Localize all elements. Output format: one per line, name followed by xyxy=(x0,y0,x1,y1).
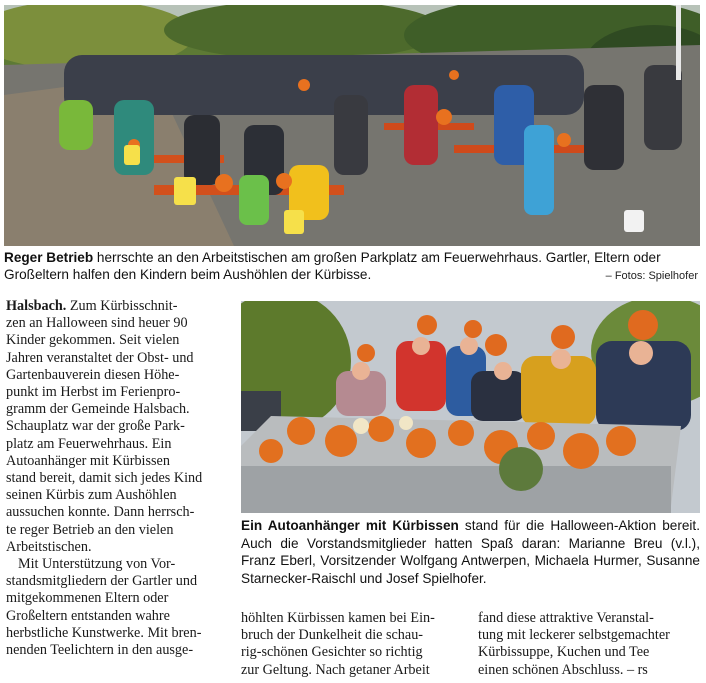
line: stand bereit, damit sich jedes Kind xyxy=(6,470,203,487)
line: Arbeitstischen. xyxy=(6,538,92,555)
line: Kinder gekommen. Seit vielen xyxy=(6,332,180,349)
line: nenden Teelichtern in den ausge- xyxy=(6,642,194,659)
line: tung mit leckerer selbstgemachter xyxy=(478,627,670,644)
line: höhlten Kürbissen kamen bei Ein- xyxy=(241,610,435,626)
line: einen schönen Abschluss. – rs xyxy=(478,661,648,678)
line: Kürbissuppe, Kuchen und Tee xyxy=(478,644,650,661)
line: Gartenbauverein diesen Höhe- xyxy=(6,366,180,383)
line: bruch der Dunkelheit die schau- xyxy=(241,627,424,644)
article-paragraph-1 xyxy=(6,298,228,556)
article-paragraph-2 xyxy=(6,556,228,659)
photo-trailer-with-pumpkins xyxy=(241,301,700,513)
dateline: Halsbach. xyxy=(6,298,67,314)
line: standsmitgliedern der Gartler und xyxy=(6,573,198,590)
line: Jahren veranstaltet der Obst- und xyxy=(6,349,194,366)
line: zen an Halloween sind heuer 90 xyxy=(6,315,188,332)
line: Schauplatz war der große Park- xyxy=(6,418,185,435)
caption-text: stand für die Halloween-Aktion bereit. Auch die Vorstandsmitglieder hatten Spaß daran: Marianne Breu (v.l.), Franz Eberl, Vorsitzender Wolfgang Antwerpen, Michaela Hurmer, Susanne Starnecker-Raischl und Josef Spielhofer. xyxy=(241,518,700,586)
line: Mit Unterstützung von Vor- xyxy=(18,556,176,573)
line: Zum Kürbisschnit- xyxy=(66,298,178,314)
photo-pumpkin-carving-crowd xyxy=(4,5,700,246)
caption-text: herrschte an den Arbeitstischen am großen Parkplatz am Feuerwehrhaus. Gartler, Eltern oder Großeltern halfen den Kindern beim Aushöhlen der Kürbisse. xyxy=(4,250,661,282)
line: mitgekommenen Eltern oder xyxy=(6,590,169,607)
line: seinen Kürbis zum Aushöhlen xyxy=(6,487,177,504)
caption-lead: Ein Autoanhänger mit Kürbissen xyxy=(241,518,459,533)
line: Autoanhänger mit Kürbissen xyxy=(6,452,170,469)
line: herbstliche Kunstwerke. Mit bren- xyxy=(6,624,202,641)
photo-credit: – Fotos: Spielhofer xyxy=(605,270,698,282)
line: aussuchen konnte. Dann herrsch- xyxy=(6,504,195,521)
line: platz am Feuerwehrhaus. Ein xyxy=(6,435,172,452)
top-photo-caption xyxy=(4,249,700,283)
line: rig-schönen Gesichter so richtig xyxy=(241,644,423,661)
line: te reger Betrieb an den vielen xyxy=(6,521,174,538)
mid-photo-caption xyxy=(241,517,700,587)
article-column-3 xyxy=(478,610,700,679)
line: Großeltern entstanden wahre xyxy=(6,607,170,624)
article-column-2 xyxy=(241,610,463,679)
line: gramm der Gemeinde Halsbach. xyxy=(6,401,190,418)
line: punkt im Herbst im Ferienpro- xyxy=(6,384,181,401)
caption-lead: Reger Betrieb xyxy=(4,250,94,265)
line: fand diese attraktive Veranstal- xyxy=(478,610,654,626)
article-column-1 xyxy=(6,298,228,659)
line: zur Geltung. Nach getaner Arbeit xyxy=(241,661,430,678)
